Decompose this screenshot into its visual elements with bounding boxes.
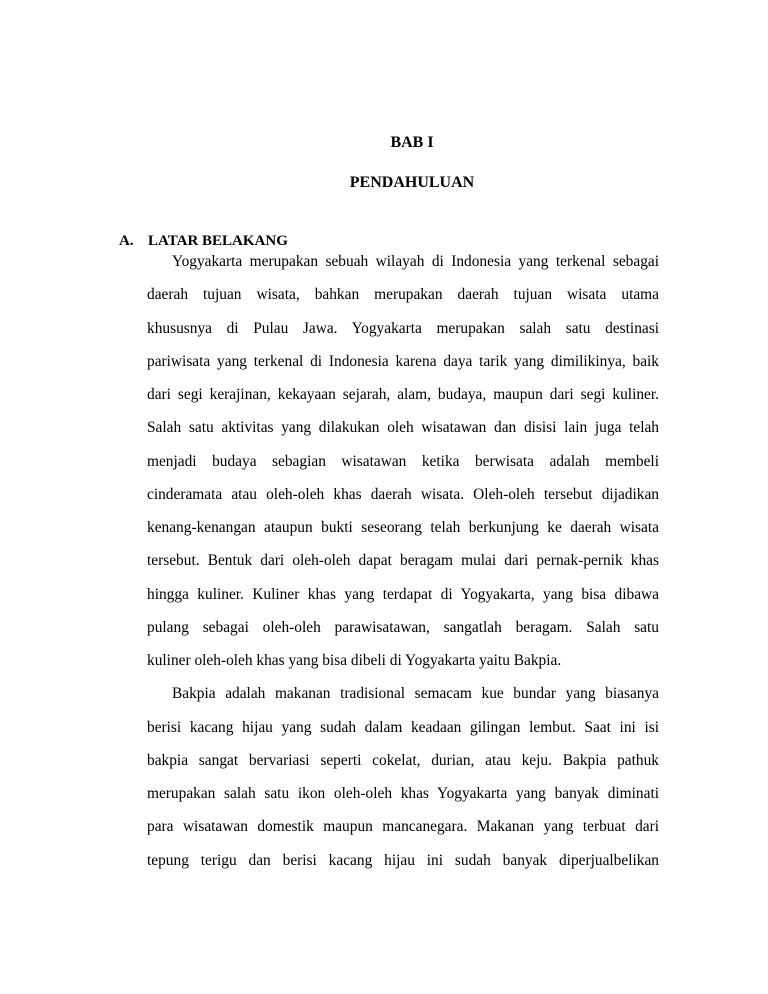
paragraph-line: kuliner oleh-oleh khas yang bisa dibeli di Yogyakarta yaitu Bakpia. (147, 652, 562, 669)
chapter-title: PENDAHULUAN (349, 174, 475, 191)
paragraph-line: berisi kacang hijau yang sudah dalam keadaan gilingan lembut. Saat ini isi (147, 718, 659, 736)
paragraph-line: para wisatawan domestik maupun mancanegara. Makanan yang terbuat dari (147, 818, 659, 836)
paragraph-line: dari segi kerajinan, kekayaan sejarah, alam, budaya, maupun dari segi kuliner. (147, 386, 659, 403)
paragraph-2 (147, 677, 659, 877)
chapter-number: BAB I (390, 134, 434, 151)
paragraph-line: Salah satu aktivitas yang dilakukan oleh wisatawan dan disisi lain juga telah (147, 419, 659, 437)
paragraph-line: merupakan salah satu ikon oleh-oleh khas Yogyakarta yang banyak diminati (147, 785, 659, 802)
paragraph-1 (147, 245, 659, 677)
paragraph-line: kenang-kenangan ataupun bukti seseorang telah berkunjung ke daerah wisata (147, 519, 659, 536)
paragraph-line: menjadi budaya sebagian wisatawan ketika berwisata adalah membeli (147, 452, 659, 470)
paragraph-line: hingga kuliner. Kuliner khas yang terdapat di Yogyakarta, yang bisa dibawa (147, 585, 659, 603)
paragraph-line: cinderamata atau oleh-oleh khas daerah wisata. Oleh-oleh tersebut dijadikan (147, 485, 659, 503)
body-text (147, 245, 659, 877)
paragraph-line: khususnya di Pulau Jawa. Yogyakarta merupakan salah satu destinasi (147, 319, 659, 337)
paragraph-line: pariwisata yang terkenal di Indonesia karena daya tarik yang dimilikinya, baik (147, 352, 659, 370)
paragraph-line: pulang sebagai oleh-oleh parawisatawan, sangatlah beragam. Salah satu (147, 618, 659, 636)
section-letter: A. (119, 233, 134, 249)
paragraph-line: daerah tujuan wisata, bahkan merupakan daerah tujuan wisata utama (147, 286, 659, 304)
paragraph-line: tepung terigu dan berisi kacang hijau ini sudah banyak diperjualbelikan (147, 851, 659, 869)
paragraph-line: Bakpia adalah makanan tradisional semacam kue bundar yang biasanya (172, 685, 659, 703)
paragraph-line: tersebut. Bentuk dari oleh-oleh dapat beragam mulai dari pernak-pernik khas (147, 552, 659, 570)
paragraph-line: bakpia sangat bervariasi seperti cokelat, durian, atau keju. Bakpia pathuk (147, 751, 659, 769)
section-title: LATAR BELAKANG (148, 233, 288, 249)
paragraph-line: Yogyakarta merupakan sebuah wilayah di Indonesia yang terkenal sebagai (172, 253, 659, 270)
